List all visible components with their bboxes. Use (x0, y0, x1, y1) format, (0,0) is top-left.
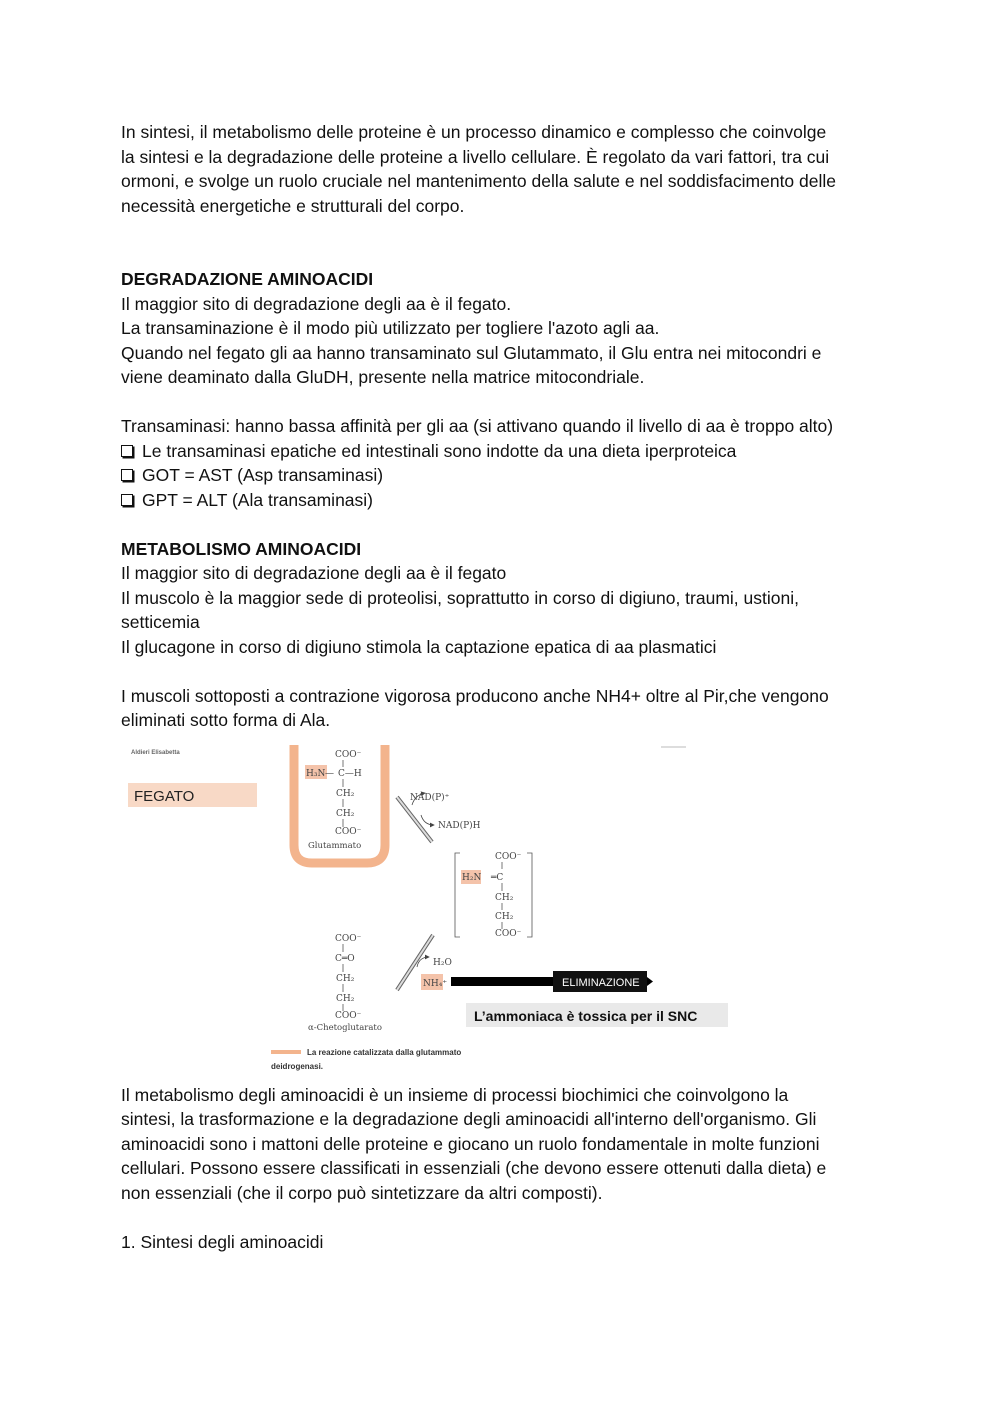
intro-line-2: la sintesi e la degradazione delle proteine a livello cellulare. È regolato da vari fattori, tra cui (121, 146, 830, 167)
final-line-3: aminoacidi sono i mattoni delle proteine e giocano un ruolo fondamentale in molte funzioni (121, 1133, 820, 1154)
chem-label: — (325, 768, 334, 779)
degradazione-line-4: viene deaminato dalla GluDH, presente nella matrice mitocondriale. (121, 367, 645, 387)
degradazione-line-3: Quando nel fegato gli aa hanno transaminato sul Glutammato, il Glu entra nei mitocondri e (121, 342, 822, 363)
bullet-item (121, 488, 891, 513)
chem-label: CH₂ (336, 808, 355, 819)
bullet-text: Le transaminasi epatiche ed intestinali sono indotte da una dieta iperproteica (142, 440, 737, 461)
chem-label: CH₂ (336, 973, 355, 984)
author-label: Aldieri Elisabetta (131, 749, 180, 756)
chem-label: CH₂ (336, 993, 355, 1004)
h2o-label: H₂O (433, 957, 452, 968)
chem-label: H₃N (306, 768, 326, 779)
caption-line-1: La reazione catalizzata dalla glutammato (307, 1047, 462, 1057)
bullet-item (121, 439, 891, 464)
bracket-left (455, 853, 460, 937)
final-line-1: Il metabolismo degli aminoacidi è un insieme di processi biochimici che coinvolgono la (121, 1084, 789, 1105)
caption-marker (271, 1050, 301, 1054)
metabolismo-line-1: Il maggior sito di degradazione degli aa è il fegato (121, 563, 507, 583)
caption-line-2: deidrogenasi. (271, 1061, 324, 1071)
transaminasi-line: Transaminasi: hanno bassa affinità per gli aa (si attivano quando il livello di aa è troppo alto) (121, 416, 834, 436)
ammonium-label: NH₄⁺ (423, 978, 448, 989)
bullet-text: GOT = AST (Asp transaminasi) (142, 465, 384, 485)
chem-label: COO⁻ (495, 851, 522, 862)
checkbox-bullet-icon (121, 469, 133, 481)
final-line-6: 1. Sintesi degli aminoacidi (121, 1231, 324, 1252)
chem-label: H₂N (462, 872, 482, 883)
glutamate-dehydrogenase-figure (121, 745, 736, 1075)
chem-label: COO⁻ (335, 826, 362, 837)
chem-label: C═O (335, 953, 355, 964)
metabolismo-line-6: eliminati sotto forma di Ala. (121, 710, 331, 730)
bullet-text: GPT = ALT (Ala transaminasi) (142, 489, 373, 510)
degradazione-line-1: Il maggior sito di degradazione degli aa è il fegato. (121, 293, 512, 314)
nadph-label: NAD(P)H (438, 820, 481, 831)
metabolismo-line-2: Il muscolo è la maggior sede di proteolisi, soprattutto in corso di digiuno, traumi, ustioni, (121, 587, 799, 608)
elimination-label: ELIMINAZIONE (562, 976, 640, 989)
bullet-item (121, 463, 891, 488)
heading-metabolismo: METABOLISMO AMINOACIDI (121, 538, 362, 559)
final-line-5: non essenziali (che il corpo può sintetizzare da altri composti). (121, 1182, 603, 1203)
intro-line-3: ormoni, e svolge un ruolo cruciale nel mantenimento della salute e nel soddisfacimento delle (121, 171, 836, 191)
document-page (121, 120, 891, 1254)
nadp-label: NAD(P)⁺ (410, 792, 450, 803)
organ-label: FEGATO (134, 787, 195, 805)
chem-label: COO⁻ (335, 749, 362, 760)
chem-label: C—H (338, 768, 362, 779)
reaction-diagram (121, 745, 736, 1075)
toxicity-note: L’ammoniaca è tossica per il SNC (474, 1007, 698, 1024)
heading-degradazione: DEGRADAZIONE AMINOACIDI (121, 269, 374, 289)
metabolismo-line-3: setticemia (121, 612, 200, 632)
glutammato-label: Glutammato (308, 840, 362, 851)
chem-label: COO⁻ (495, 928, 522, 939)
chetoglutarato-label: α-Chetoglutarato (308, 1022, 382, 1033)
intro-line-1: In sintesi, il metabolismo delle proteine è un processo dinamico e complesso che coinvolge (121, 122, 827, 142)
bracket-right (527, 853, 532, 937)
chem-label: COO⁻ (335, 1010, 362, 1021)
metabolismo-line-5: I muscoli sottoposti a contrazione vigorosa producono anche NH4+ oltre al Pir,che vengono (121, 685, 829, 706)
checkbox-bullet-icon (121, 445, 133, 457)
chem-label: ═C (491, 872, 504, 883)
chem-label: COO⁻ (335, 933, 362, 944)
degradazione-line-2: La transaminazione è il modo più utilizzato per togliere l'azoto agli aa. (121, 318, 660, 338)
chem-label: CH₂ (336, 788, 355, 799)
final-line-4: cellulari. Possono essere classificati in essenziali (che devono essere ottenuti dalla dieta) e (121, 1158, 827, 1178)
final-line-2: sintesi, la trasformazione e la degradazione degli aminoacidi all'interno dell'organismo. Gli (121, 1109, 817, 1129)
intro-line-4: necessità energetiche e strutturali del corpo. (121, 195, 465, 216)
metabolismo-line-4: Il glucagone in corso di digiuno stimola la captazione epatica di aa plasmatici (121, 636, 717, 657)
chem-label: CH₂ (495, 911, 514, 922)
chem-label: CH₂ (495, 892, 514, 903)
checkbox-bullet-icon (121, 494, 133, 506)
